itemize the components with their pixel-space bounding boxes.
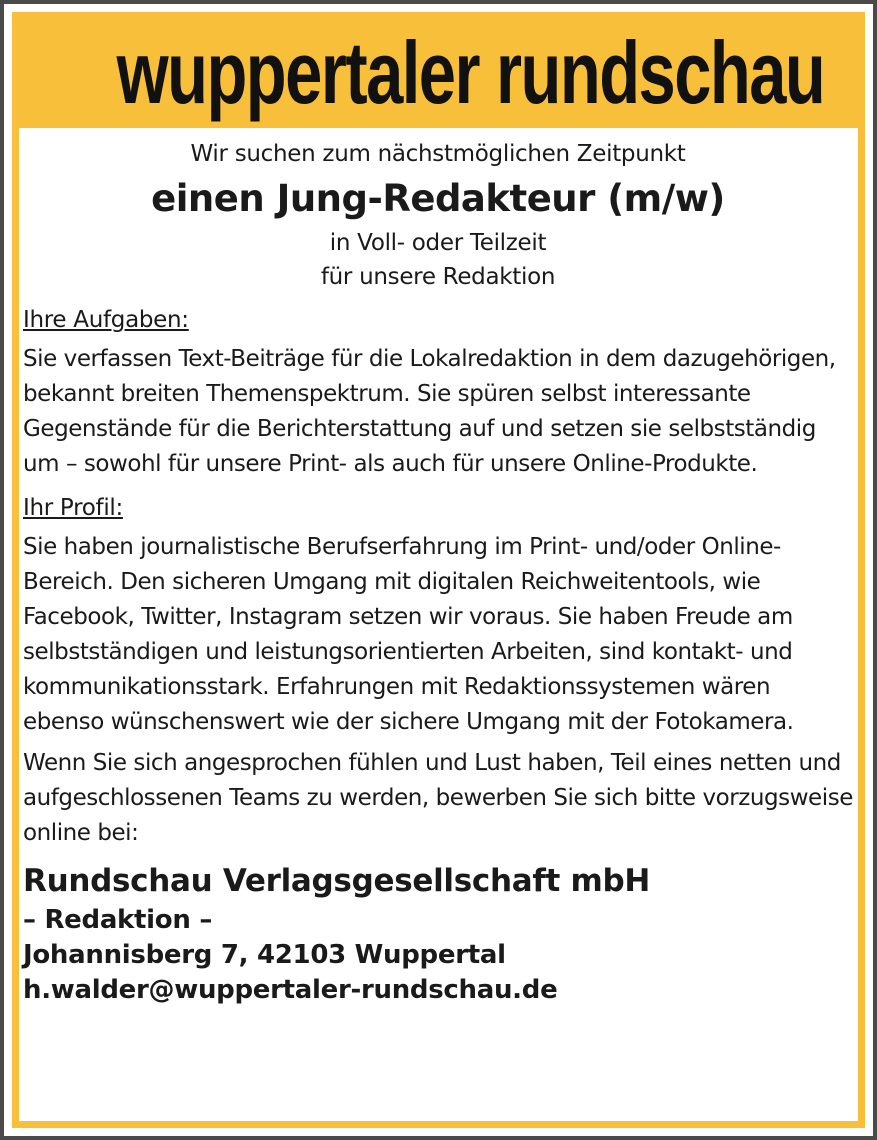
profile-heading: Ihr Profil: bbox=[23, 495, 123, 521]
ad-content bbox=[23, 138, 853, 1008]
masthead-banner bbox=[15, 15, 862, 128]
contact-company: Rundschau Verlagsgesellschaft mbH bbox=[23, 863, 651, 899]
tasks-text: Sie verfassen Text-Beiträge für die Lokalredaktion in dem dazugehörigen, bekannt breiten Themenspektrum. Sie spüren selbst interessante Gegenstände für die Berichterstattung auf und setzen sie selbstständig um – sowohl für unsere Print- als auch für unsere Online-Produkte. bbox=[23, 346, 836, 477]
profile-text: Sie haben journalistische Berufserfahrung im Print- und/oder Online-Bereich. Den sicheren Umgang mit digitalen Reichweitentools, wie Facebook, Twitter, Instagram setzen wir voraus. Sie haben Freude am selbstständigen und leistungsorientierten Arbeiten, sind kontakt- und kommunikationsstark. Erfahrungen mit Redaktionssystemen wären ebenso wünschenswert wie der sichere Umgang mit der Fotokamera. bbox=[23, 534, 794, 735]
job-title: einen Jung-Redakteur (m/w) bbox=[151, 177, 725, 220]
tasks-heading: Ihre Aufgaben: bbox=[23, 307, 189, 333]
masthead-logo: wuppertaler rundschau bbox=[116, 23, 825, 122]
department-line: für unsere Redaktion bbox=[320, 264, 556, 290]
contact-department: – Redaktion – bbox=[23, 905, 213, 935]
employment-type: in Voll- oder Teilzeit bbox=[329, 230, 547, 256]
contact-address: Johannisberg 7, 42103 Wuppertal bbox=[23, 940, 506, 970]
contact-email[interactable]: h.walder@wuppertaler-rundschau.de bbox=[23, 975, 558, 1005]
intro-line: Wir suchen zum nächstmöglichen Zeitpunkt bbox=[190, 141, 686, 167]
closing-text: Wenn Sie sich angesprochen fühlen und Lust haben, Teil eines netten und aufgeschlossenen Teams zu werden, bewerben Sie sich bitte vorzugsweise online bei: bbox=[23, 750, 853, 846]
